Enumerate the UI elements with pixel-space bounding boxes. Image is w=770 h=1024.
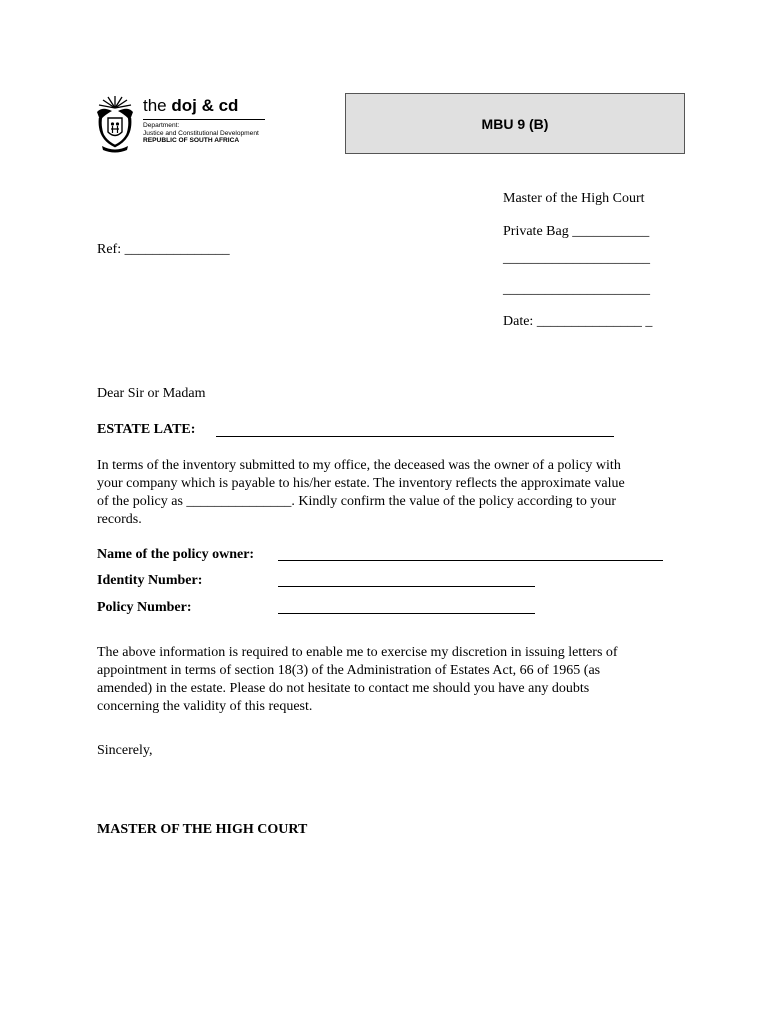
signature-title: MASTER OF THE HIGH COURT (97, 822, 308, 837)
doj-logo (94, 94, 274, 156)
dept-line-1: Department: (143, 122, 180, 129)
brand-name (143, 96, 238, 116)
brand-name-bold: doj & cd (171, 96, 239, 115)
address-line-4: _____________________ (503, 282, 650, 297)
reference-line: Ref: _______________ (97, 242, 230, 257)
dept-line-3: REPUBLIC OF SOUTH AFRICA (143, 137, 240, 144)
paragraph-2-line-4: concerning the validity of this request. (97, 699, 313, 714)
estate-late-label: ESTATE LATE: (97, 422, 196, 437)
identity-number-label: Identity Number: (97, 573, 203, 588)
policy-owner-label: Name of the policy owner: (97, 547, 255, 562)
brand-prefix: the (143, 96, 167, 115)
department-text (143, 122, 259, 145)
body-paragraph-1 (97, 457, 677, 529)
paragraph-1-line-3: of the policy as _______________. Kindly confirm the value of the policy according to your (97, 494, 617, 509)
body-paragraph-2 (97, 644, 677, 716)
date-line: Date: _______________ _ (503, 314, 653, 329)
paragraph-2-line-1: The above information is required to enable me to exercise my discretion in issuing letters of (97, 645, 618, 660)
address-line-2: Private Bag ___________ (503, 224, 650, 239)
paragraph-1-line-2: your company which is payable to his/her estate. The inventory reflects the approximate value (97, 476, 625, 491)
address-line-3: _____________________ (503, 251, 650, 266)
form-number: MBU 9 (B) (481, 116, 549, 132)
policy-number-blank[interactable] (278, 613, 535, 614)
brand-divider (143, 119, 265, 120)
policy-owner-blank[interactable] (278, 560, 663, 561)
closing: Sincerely, (97, 743, 153, 758)
paragraph-2-line-2: appointment in terms of section 18(3) of the Administration of Estates Act, 66 of 1965 (as (97, 663, 601, 678)
estate-late-blank[interactable] (216, 436, 614, 437)
paragraph-1-line-4: records. (97, 512, 142, 527)
form-number-box (345, 93, 685, 154)
coat-of-arms-icon (94, 94, 136, 154)
policy-number-label: Policy Number: (97, 600, 192, 615)
salutation: Dear Sir or Madam (97, 386, 206, 401)
dept-line-2: Justice and Constitutional Development (143, 129, 259, 137)
paragraph-1-line-1: In terms of the inventory submitted to my office, the deceased was the owner of a policy with (97, 458, 621, 473)
paragraph-2-line-3: amended) in the estate. Please do not hesitate to contact me should you have any doubts (97, 681, 590, 696)
identity-number-blank[interactable] (278, 586, 535, 587)
address-line-1: Master of the High Court (503, 191, 645, 206)
